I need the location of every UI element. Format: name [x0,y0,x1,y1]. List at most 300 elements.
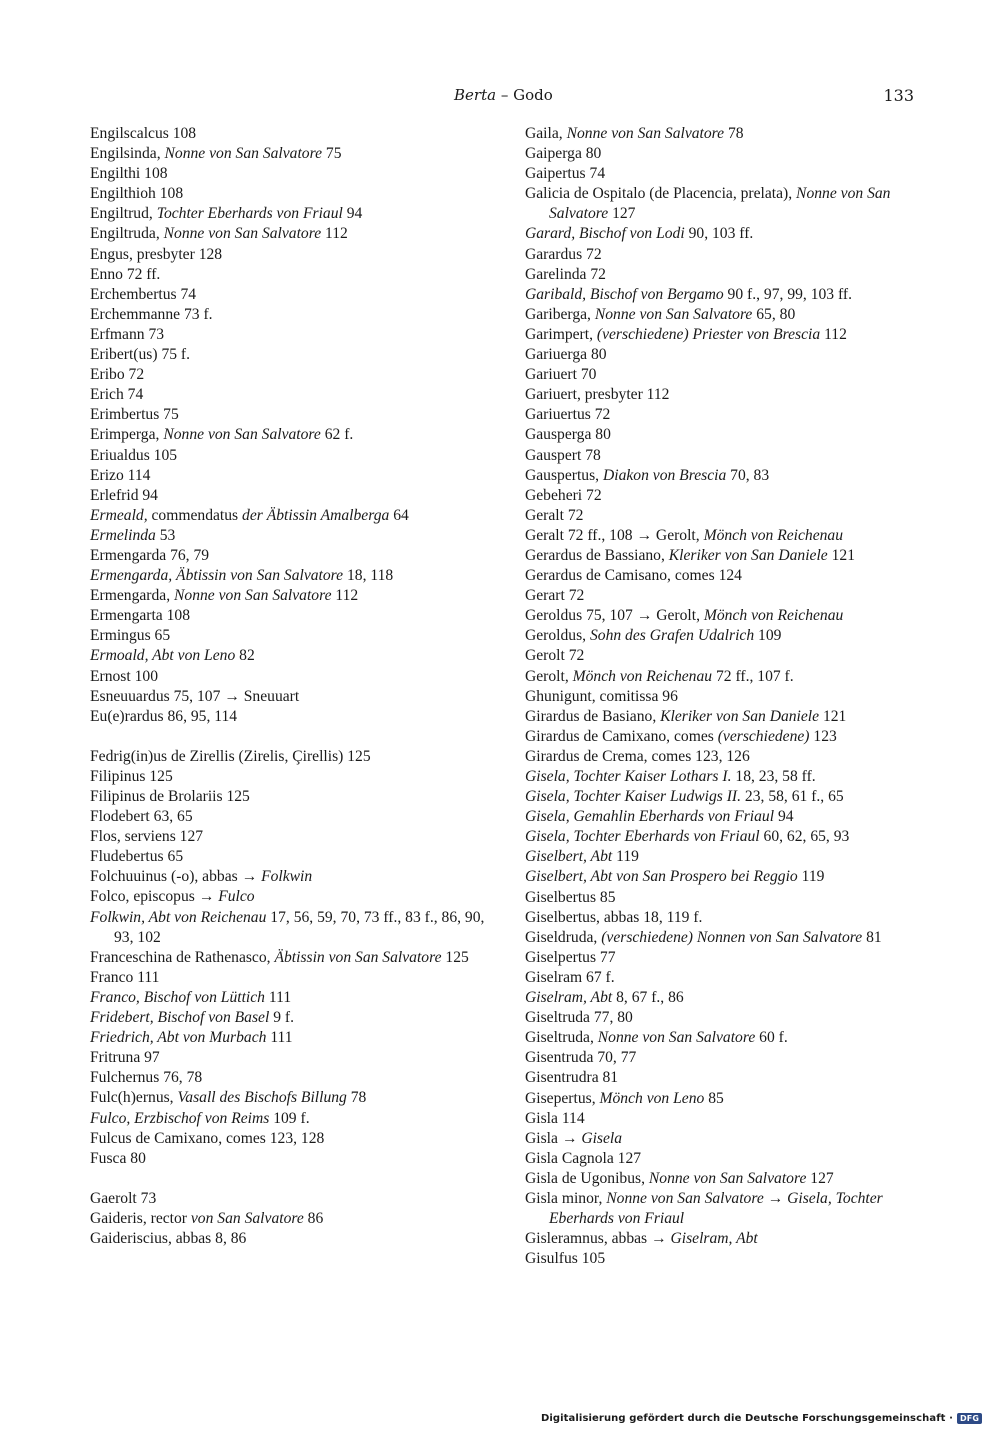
running-title [454,86,553,104]
entry-text: Giselbertus 85 [525,888,616,906]
entry-text: 72 ff., 107 f. [712,667,794,685]
entry-italic-text: Ermengarda, Äbtissin von San Salvatore [90,567,344,585]
index-entry [525,486,920,506]
index-entry [525,1129,920,1149]
entry-text: Gauspertus, [525,466,603,484]
index-entry [525,687,920,707]
index-entry [525,1109,920,1129]
entry-italic-text: (verschiedene) [717,727,810,745]
entry-text: Gisleramnus, abbas → [525,1230,671,1248]
entry-italic-text: Kleriker von San Daniele [668,546,828,564]
entry-italic-text: Giselram, Abt [670,1230,758,1248]
index-entry [90,124,490,144]
entry-text: Gaiperga 80 [525,145,602,163]
index-entry [90,747,490,767]
entry-text: Fludebertus 65 [90,848,184,866]
index-entry [90,1068,490,1088]
entry-text: Ermengarta 108 [90,607,191,625]
index-entry [90,365,490,385]
entry-italic-text: Gisela [581,1129,623,1147]
entry-text: Geralt 72 ff., 108 → Gerolt, [525,526,704,544]
index-entry [90,1088,490,1108]
entry-text: Enno 72 ff. [90,265,161,283]
index-entry [525,405,920,425]
entry-italic-text: Gisela, Tochter Kaiser Ludwigs II. [525,788,742,806]
entry-italic-text: Nonne von San Salvatore [163,426,321,444]
entry-text: Geroldus, [525,627,590,645]
entry-text: 90, 103 ff. [684,225,754,243]
index-entry [525,446,920,466]
entry-italic-text: Nonne von San Salvatore [594,305,753,323]
entry-italic-text: Kleriker von San Daniele [660,707,820,725]
entry-italic-text: Ermeald, [90,506,148,524]
entry-italic-text: Folkwin [261,868,313,886]
entry-italic-text: Nonne von San Salvatore [606,1189,764,1207]
entry-text: Engilthi 108 [90,165,168,183]
index-entry [525,787,920,807]
entry-text: 82 [235,647,255,665]
entry-text: Erfmann 73 [90,325,165,343]
index-entry [525,767,920,787]
index-entry [90,988,490,1008]
index-entry [90,425,490,445]
index-entry [90,265,490,285]
index-entry [90,486,490,506]
index-entry [525,707,920,727]
entry-text: Gariuert, presbyter 112 [525,386,670,404]
index-entry [90,305,490,325]
index-entry [90,405,490,425]
index-entry [525,526,920,546]
running-title-second: Godo [513,86,553,104]
index-entry [90,646,490,666]
entry-text: Garelinda 72 [525,265,606,283]
index-entry [525,345,920,365]
entry-text: Garardus 72 [525,245,602,263]
entry-text: 119 [797,868,825,886]
index-entry [90,807,490,827]
entry-text: Gisla Cagnola 127 [525,1149,642,1167]
index-entry [525,586,920,606]
entry-italic-text: Gisela, Tochter Eberhards von Friaul [525,828,760,846]
entry-italic-text: Nonne von San Salvatore [163,225,322,243]
entry-text: Gisla 114 [525,1109,585,1127]
index-entry [90,626,490,646]
entry-text: Gaila, [525,125,567,142]
entry-text: Gisulfus 105 [525,1250,606,1268]
index-entry [525,847,920,867]
entry-italic-text: Garard, Bischof von Lodi [525,225,685,243]
entry-text: 86 [303,1209,324,1227]
entry-italic-text: Nonne von San Salvatore [174,587,332,605]
entry-text: Girardus de Camixano, comes [525,727,718,745]
index-entry [90,1209,490,1229]
entry-italic-text: Garibald, Bischof von Bergamo [525,285,724,303]
entry-text: Gariuert 70 [525,366,597,384]
index-entry [525,365,920,385]
index-entry [90,707,490,727]
index-entry [525,385,920,405]
footer-credit [541,1413,982,1424]
index-entry [525,245,920,265]
index-entry [525,807,920,827]
index-entry [90,1129,490,1149]
entry-text: 121 [827,546,856,564]
entry-text: Gaipertus 74 [525,165,606,183]
entry-italic-text: (verschiedene) Nonnen von San Salvatore [601,928,863,946]
entry-italic-text: Folkwin, Abt von Reichenau [90,908,267,926]
entry-text: Erizo 114 [90,466,151,484]
entry-text: 78 [724,125,744,142]
entry-text: 125 [441,948,469,966]
index-entry [90,506,490,526]
index-entry [90,1229,490,1249]
entry-text: 62 f. [320,426,354,444]
index-entry [525,948,920,968]
index-entry [90,144,490,164]
index-entry [525,1048,920,1068]
index-entry [90,1048,490,1068]
index-entry [525,285,920,305]
entry-text: Eu(e)rardus 86, 95, 114 [90,707,238,725]
entry-text: Franco 111 [90,968,160,986]
entry-text: Gerardus de Camisano, comes 124 [525,567,742,585]
entry-text: 112 [820,325,847,343]
index-entry [525,305,920,325]
entry-italic-text: Nonne von San Salvatore [566,125,725,142]
entry-text: 18, 23, 58 ff. [731,768,816,785]
entry-text: Engiltrud, [90,205,157,223]
entry-text: Franceschina de Rathenasco, [90,948,275,966]
index-entry [525,646,920,666]
index-entry [90,345,490,365]
index-entry [90,245,490,265]
entry-text: 90 f., 97, 99, 103 ff. [723,285,853,303]
index-entry [525,1149,920,1169]
index-entry [525,164,920,184]
index-entry [525,667,920,687]
entry-italic-text: Mönch von Reichenau [703,526,844,544]
entry-text: 119 [612,848,639,866]
index-entry [525,727,920,747]
index-entry [525,1068,920,1088]
index-entry [90,184,490,204]
entry-italic-text: von San Salvatore [190,1209,304,1227]
entry-italic-text: Ermoald, Abt von Leno [90,647,236,665]
index-entry [90,586,490,606]
entry-italic-text: Giselbert, Abt von San Prospero bei Reggio [525,868,798,886]
entry-text: Esneuuardus 75, 107 → Sneuuart [90,687,300,705]
entry-text: commendatus [147,506,243,524]
index-entry [525,566,920,586]
entry-italic-text: Fulco [218,888,255,906]
entry-italic-text: Mönch von Leno [599,1089,705,1107]
entry-italic-text: Gisela, Gemahlin Eberhards von Friaul [525,808,775,826]
entry-text: Gausperga 80 [525,426,611,444]
page-header [0,86,1000,108]
entry-text: Erchembertus 74 [90,285,197,303]
index-entry [525,506,920,526]
entry-text: Flos, serviens 127 [90,828,204,846]
entry-italic-text: Gisela, Tochter Kaiser Lothars I. [525,768,732,785]
entry-text: Engus, presbyter 128 [90,245,223,263]
entry-text: Engilscalcus 108 [90,125,197,142]
index-entry [90,1028,490,1048]
entry-text: Eribert(us) 75 f. [90,346,191,364]
index-entry [525,968,920,988]
index-entry [525,466,920,486]
entry-text: Giseldruda, [525,928,602,946]
entry-italic-text: Vasall des Bischofs Billung [177,1089,347,1107]
entry-text: Gariuerga 80 [525,346,607,364]
entry-text: Girardus de Crema, comes 123, 126 [525,747,750,765]
entry-italic-text: Mönch von Reichenau [572,667,713,685]
entry-text: 85 [704,1089,724,1107]
entry-text: Giseltruda 77, 80 [525,1009,633,1027]
entry-text: Engilthioh 108 [90,185,184,203]
index-entry [90,224,490,244]
entry-italic-text: der Äbtissin Amalberga [242,506,390,524]
entry-text: Eriualdus 105 [90,446,178,464]
index-entry [525,606,920,626]
index-entry [90,908,490,948]
entry-text: 111 [266,1029,293,1047]
entry-italic-text: Fulco, Erzbischof von Reims [90,1109,270,1127]
entry-text: Gisepertus, [525,1089,600,1107]
entry-text: Geralt 72 [525,506,584,524]
index-entry [525,1028,920,1048]
entry-text: → [763,1189,788,1207]
footer-text: Digitalisierung gefördert durch die Deutsche Forschungsgemeinschaft · [540,1413,954,1424]
index-entry [525,1169,920,1189]
index-entry [525,265,920,285]
entry-text: 65, 80 [752,305,796,323]
entry-italic-text: Friedrich, Abt von Murbach [90,1029,267,1047]
entry-text: 94 [342,205,363,223]
index-entry [90,285,490,305]
index-entry [90,767,490,787]
entry-text: Garimpert, [525,325,597,343]
entry-text: 70, 83 [726,466,770,484]
index-entry [525,626,920,646]
entry-text: Erich 74 [90,386,144,404]
entry-text: Gariberga, [525,305,595,323]
entry-text: Geroldus 75, 107 → Gerolt, [525,607,704,625]
index-entry [90,827,490,847]
entry-text: Gerolt 72 [525,647,585,665]
entry-text: Gisla minor, [525,1189,607,1207]
entry-text: 60 f. [755,1029,788,1047]
index-column-left [90,124,490,1249]
entry-italic-text: Giselbert, Abt [525,848,613,866]
index-entry [90,1189,490,1209]
index-entry [525,1189,920,1229]
index-entry [525,1089,920,1109]
entry-text: Erchemmanne 73 f. [90,305,213,323]
entry-text: 109 f. [269,1109,310,1127]
index-entry [525,747,920,767]
entry-text: Flodebert 63, 65 [90,808,193,826]
entry-text: 78 [346,1089,367,1107]
entry-text: 9 f. [269,1009,294,1027]
entry-text: Fedrig(in)us de Zirellis (Zirelis, Çirellis) 125 [90,747,371,765]
running-title-separator: – [496,86,514,104]
index-entry [90,948,490,968]
index-entry [90,968,490,988]
running-title-first: Berta [454,86,497,104]
index-entry [525,908,920,928]
entry-text: Folco, episcopus → [90,888,219,906]
entry-text: Ermingus 65 [90,627,171,645]
entry-text: 112 [321,225,348,243]
entry-text: 23, 58, 61 f., 65 [741,788,844,806]
entry-text: Gisla de Ugonibus, [525,1169,649,1187]
entry-text: 18, 118 [343,567,394,585]
entry-italic-text: Fridebert, Bischof von Basel [90,1009,270,1027]
entry-text: 94 [774,808,794,826]
index-entry [525,1229,920,1249]
entry-text: Gerolt, [525,667,573,685]
entry-text: Gebeheri 72 [525,486,602,504]
entry-italic-text: Mönch von Reichenau [703,607,844,625]
index-entry [525,144,920,164]
entry-text: Gerardus de Bassiano, [525,546,669,564]
entry-text: 112 [331,587,359,605]
entry-text: Erimbertus 75 [90,406,179,424]
dfg-logo: DFG [957,1413,982,1424]
index-entry [90,204,490,224]
index-entry [90,546,490,566]
index-entry [90,1008,490,1028]
entry-italic-text: Giselram, Abt [525,989,613,1007]
index-entry [90,887,490,907]
entry-text: Gisla → [525,1129,582,1147]
index-entry [90,164,490,184]
entry-text: Erlefrid 94 [90,486,158,504]
entry-text: Giselram 67 f. [525,968,615,986]
entry-text: Fulchernus 76, 78 [90,1069,203,1087]
index-entry [90,446,490,466]
entry-italic-text: Sohn des Grafen Udalrich [589,627,755,645]
index-entry [525,1008,920,1028]
entry-text: Gisentrudra 81 [525,1069,619,1087]
page-number: 133 [883,86,914,105]
entry-text: Fulcus de Camixano, comes 123, 128 [90,1129,325,1147]
entry-italic-text: Ermelinda [90,526,156,544]
entry-italic-text: Nonne von San Salvatore [549,185,891,223]
entry-italic-text: Nonne von San Salvatore [597,1029,756,1047]
index-entry [525,988,920,1008]
entry-text: Giselbertus, abbas 18, 119 f. [525,908,703,926]
entry-italic-text: Nonne von San Salvatore [164,145,322,163]
entry-text: 8, 67 f., 86 [612,989,684,1007]
entry-text: Girardus de Basiano, [525,707,661,725]
entry-italic-text: Gisela, Tochter Eberhards von Friaul [549,1189,883,1228]
entry-text: 17, 56, 59, 70, 73 ff., 83 f., 86, 90, 93, 102 [114,908,485,946]
index-column-right [525,124,920,1269]
index-entry [525,888,920,908]
entry-text: Filipinus 125 [90,767,173,785]
index-entry [90,867,490,887]
entry-text: Gaerolt 73 [90,1189,157,1207]
index-entry [90,385,490,405]
index-entry [90,847,490,867]
index-entry [90,1149,490,1169]
index-entry [90,687,490,707]
entry-text: 127 [806,1169,834,1187]
index-entry [525,827,920,847]
entry-italic-text: Äbtissin von San Salvatore [274,948,442,966]
index-entry [525,928,920,948]
entry-text: 121 [819,707,847,725]
index-entry [525,425,920,445]
index-entry [525,184,920,224]
entry-text: 75 [322,145,342,163]
entry-text: Giselpertus 77 [525,948,616,966]
index-entry [90,526,490,546]
index-entry [90,325,490,345]
entry-text: Gaideris, rector [90,1209,191,1227]
entry-text: Gariuertus 72 [525,406,611,424]
entry-text: Erimperga, [90,426,164,444]
entry-text: 81 [862,928,882,946]
entry-text: 64 [389,506,409,524]
entry-text: Gaideriscius, abbas 8, 86 [90,1229,247,1247]
entry-text: 60, 62, 65, 93 [759,828,850,846]
entry-text: Ermengarda 76, 79 [90,546,210,564]
entry-text: Fusca 80 [90,1149,146,1167]
entry-text: 123 [809,727,837,745]
entry-text: 109 [754,627,782,645]
index-entry [525,867,920,887]
index-entry [90,466,490,486]
index-entry [525,325,920,345]
index-entry [90,606,490,626]
entry-text: Engilsinda, [90,145,165,163]
index-entry [525,224,920,244]
entry-italic-text: Nonne von San Salvatore [648,1169,807,1187]
index-entry [90,787,490,807]
entry-text: Ghunigunt, comitissa 96 [525,687,678,705]
entry-text: Engiltruda, [90,225,164,243]
entry-text: Folchuuinus (-o), abbas → [90,868,262,886]
entry-text: Ermengarda, [90,587,174,605]
entry-italic-text: Diakon von Brescia [602,466,727,484]
index-entry [525,124,920,144]
index-entry [90,667,490,687]
index-entry [525,546,920,566]
entry-text: Gisentruda 70, 77 [525,1049,637,1067]
index-entry [525,1249,920,1269]
entry-text: 127 [608,205,636,223]
entry-italic-text: Tochter Eberhards von Friaul [156,205,343,223]
entry-text: 53 [155,526,176,544]
entry-text: Gauspert 78 [525,446,601,464]
entry-text: 111 [264,988,292,1006]
entry-italic-text: (verschiedene) Priester von Brescia [596,325,821,343]
entry-text: Fritruna 97 [90,1049,160,1067]
entry-text: Galicia de Ospitalo (de Placencia, prelata), [525,185,797,203]
index-entry [90,566,490,586]
entry-text: Giseltruda, [525,1029,598,1047]
entry-text: Fulc(h)ernus, [90,1089,178,1107]
entry-text: Eribo 72 [90,366,145,384]
entry-text: Gerart 72 [525,587,585,605]
entry-text: Ernost 100 [90,667,159,685]
index-entry [90,1109,490,1129]
entry-text: Filipinus de Brolariis 125 [90,788,250,805]
entry-italic-text: Franco, Bischof von Lüttich [90,988,265,1006]
